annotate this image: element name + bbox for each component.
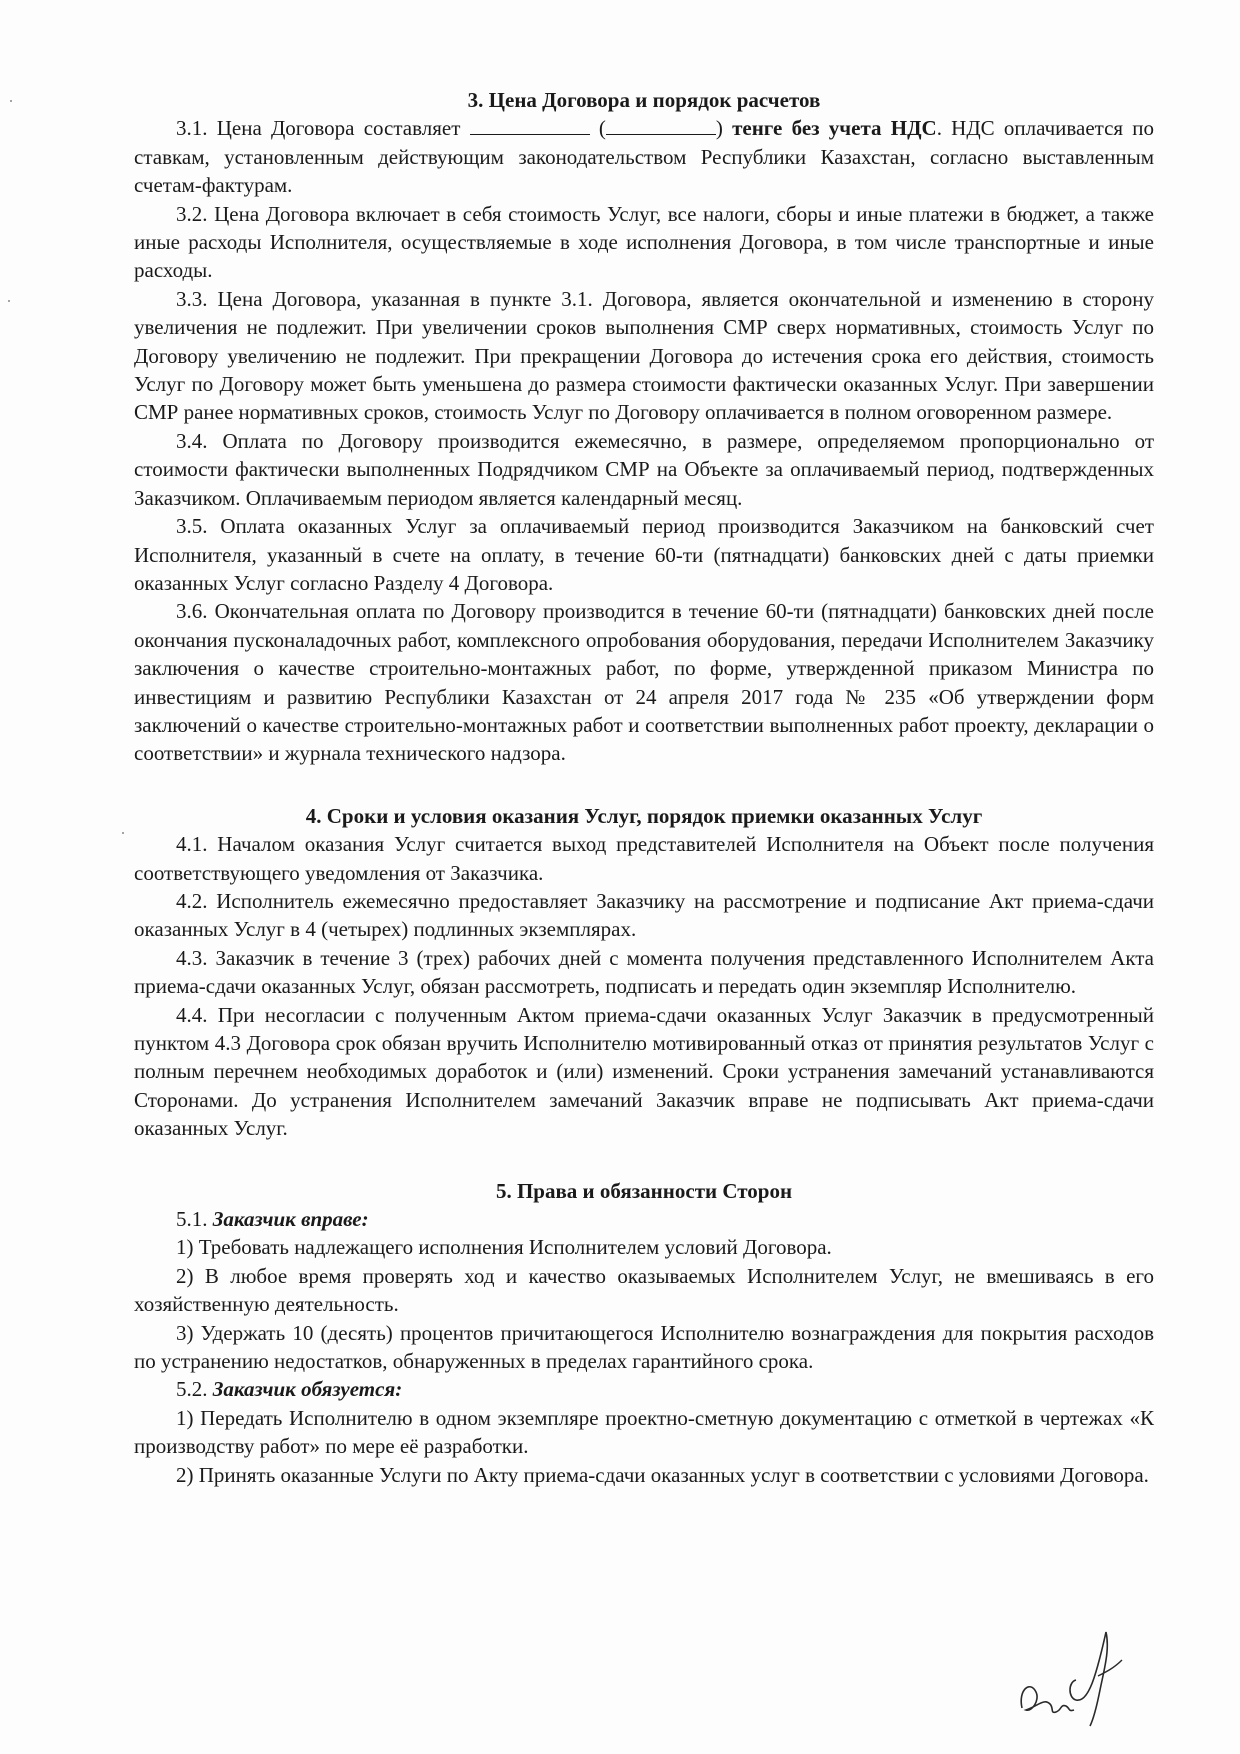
clause-3-3: 3.3. Цена Договора, указанная в пункте 3.1. Договора, является окончательной и изменению в сторону увеличения не подлежит. При увеличении сроков выполнения СМР сверх нормативных, стоимость Услуг по Договору увеличению не подлежит. При прекращении Договора до истечения срока его действия, стоимость Услуг по Договору может быть уменьшена до размера стоимости фактически оказанных Услуг. При завершении СМР ранее нормативных сроков, стоимость Услуг по Договору оплачивается в полном оговоренном размере. (134, 286, 1154, 425)
clause-5-2-title (134, 1375, 1154, 1403)
clause-3-1-bold: тенге без учета НДС (732, 116, 937, 141)
clause-4-2: 4.2. Исполнитель ежемесячно предоставляет Заказчику на рассмотрение и подписание Акт приема-сдачи оказанных Услуг в 4 (четырех) подлинных экземплярах. (134, 888, 1154, 942)
document-body (134, 86, 1154, 1489)
blank-amount-words-field (606, 118, 716, 135)
blank-amount-field (470, 118, 590, 135)
scan-speck (8, 300, 10, 302)
clause-5-1-item: 2) В любое время проверять ход и качество оказываемых Исполнителем Услуг, не вмешиваясь в его хозяйственную деятельность. (134, 1263, 1154, 1317)
section-3-heading: 3. Цена Договора и порядок расчетов (467, 88, 821, 112)
clause-5-1-item: 1) Требовать надлежащего исполнения Исполнителем условий Договора. (176, 1235, 832, 1260)
clause-3-1: 3.1. Цена Договора составляет ( ) тенге без учета НДС. НДС оплачивается по ставкам, установленным действующим законодательством Республики Казахстан, согласно выставленным счетам-фактурам. (134, 116, 1155, 198)
section-spacer (134, 1143, 1154, 1177)
clause-3-4: 3.4. Оплата по Договору производится ежемесячно, в размере, определяемом пропорционально от стоимости фактически выполненных Подрядчиком СМР на Объекте за оплачиваемый период, подтвержденных Заказчиком. Оплачиваемым периодом является календарный месяц. (134, 428, 1154, 510)
clause-5-2-item: 2) Принять оказанные Услуги по Акту приема-сдачи оказанных услуг в соответствии с условиями Договора. (176, 1462, 1149, 1487)
section-4-heading: 4. Сроки и условия оказания Услуг, порядок приемки оказанных Услуг (305, 803, 983, 828)
clause-3-2: 3.2. Цена Договора включает в себя стоимость Услуг, все налоги, сборы и иные платежи в бюджет, а также иные расходы Исполнителя, осуществляемые в ходе исполнения Договора, в том числе транспортные и иные расходы. (134, 201, 1154, 283)
clause-5-1-item: 3) Удержать 10 (десять) процентов причитающегося Исполнителю вознаграждения для покрытия расходов по устранению недостатков, обнаруженных в пределах гарантийного срока. (134, 1320, 1154, 1374)
clause-3-1-rest: . НДС оплачивается по ставкам, установленным действующим законодательством Республики Казахстан, согласно выставленным счетам-фактурам. (134, 116, 1155, 198)
clause-3-1-lead: 3.1. Цена Договора составляет (176, 116, 461, 141)
scan-speck (10, 100, 12, 102)
clause-4-1: 4.1. Началом оказания Услуг считается выход представителей Исполнителя на Объект после получения соответствующего уведомления от Заказчика. (134, 832, 1154, 885)
clause-5-2-item: 1) Передать Исполнителю в одном экземпляре проектно-сметную документацию с отметкой в чертежах «К производству работ» по мере её разработки. (134, 1405, 1154, 1459)
clause-5-2-label: Заказчик обязуется: (212, 1377, 403, 1402)
clause-4-4: 4.4. При несогласии с полученным Актом приема-сдачи оказанных Услуг Заказчик в предусмотренный пунктом 4.3 Договора срок обязан вручить Исполнителю мотивированный отказ от принятия результатов Услуг с полным перечнем необходимых доработок и (или) изменений. Сроки устранения замечаний устанавливаются Сторонами. До устранения Исполнителем замечаний Заказчик вправе не подписывать Акт приема-сдачи оказанных Услуг. (134, 1002, 1154, 1141)
section-spacer (134, 768, 1154, 802)
clause-3-5: 3.5. Оплата оказанных Услуг за оплачиваемый период производится Заказчиком на банковский счет Исполнителя, указанный в счете на оплату, в течение 60-ти (пятнадцати) банковских дней с даты приемки оказанных Услуг согласно Разделу 4 Договора. (134, 514, 1154, 595)
handwritten-signature (1010, 1620, 1140, 1730)
clause-3-6: 3.6. Окончательная оплата по Договору производится в течение 60-ти (пятнадцати) банковских дней после окончания пусконаладочных работ, комплексного опробования оборудования, передачи Исполнителем Заказчику заключения о качестве строительно-монтажных работ, по форме, утвержденной приказом Министра по инвестициям и развитию Республики Казахстан от 24 апреля 2017 года № 235 «Об утверждении форм заключений о качестве строительно-монтажных работ и соответствии выполненных работ проекту, декларации о соответствии» и журнала технического надзора. (134, 599, 1154, 766)
clause-5-2-number: 5.2. (176, 1377, 208, 1402)
scan-speck (122, 832, 124, 834)
clause-4-3: 4.3. Заказчик в течение 3 (трех) рабочих дней с момента получения представленного Исполнителем Акта приема-сдачи оказанных Услуг, обязан рассмотреть, подписать и передать один экземпляр Исполнителю. (134, 945, 1154, 999)
clause-5-1-label: Заказчик вправе: (212, 1207, 369, 1232)
clause-5-1-number: 5.1. (176, 1207, 208, 1232)
section-5-heading: 5. Права и обязанности Сторон (495, 1178, 793, 1203)
clause-5-1-title (134, 1205, 1154, 1233)
